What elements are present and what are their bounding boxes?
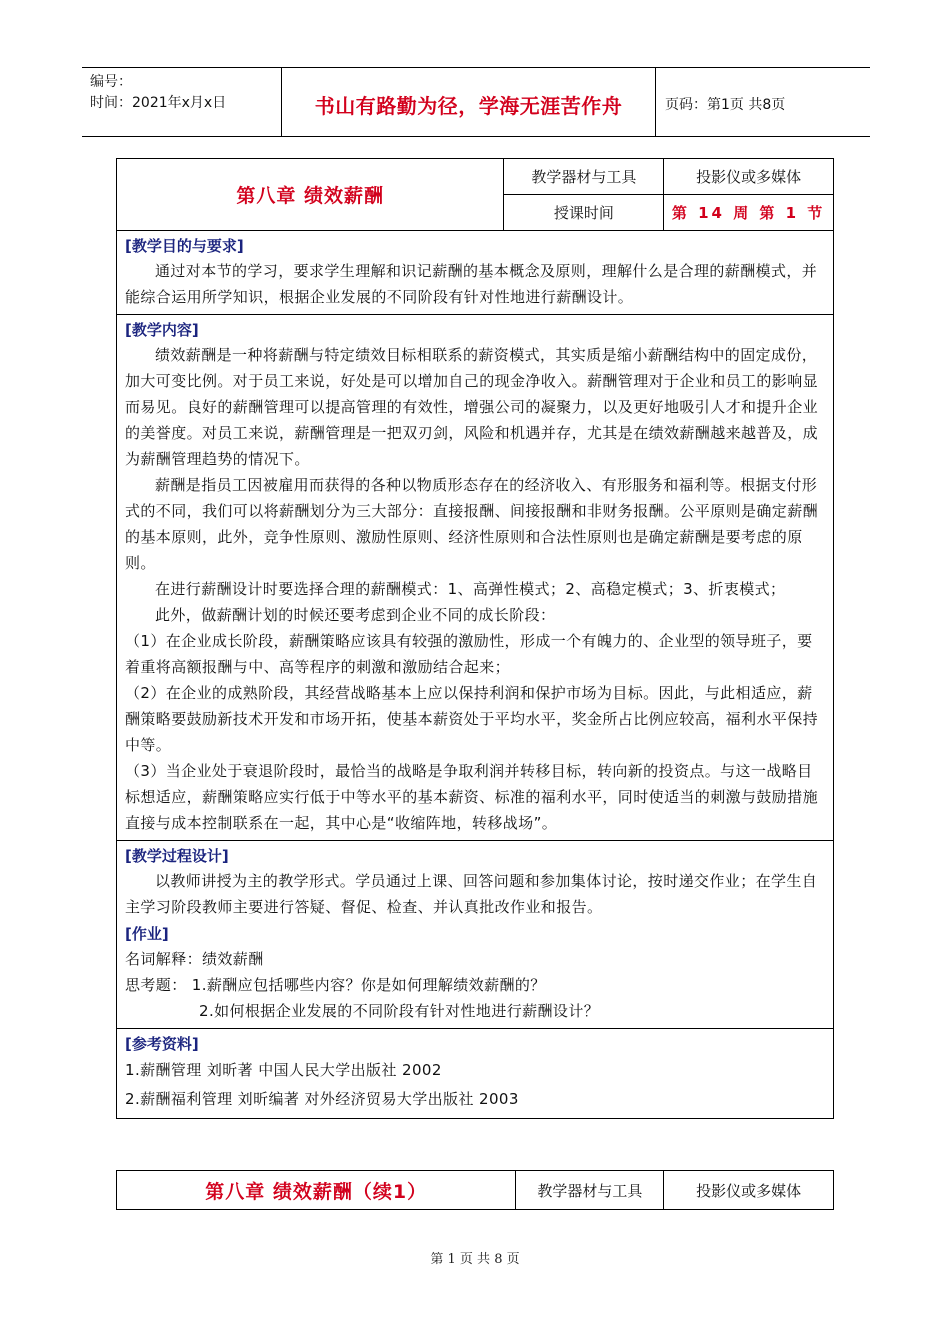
header-page-info: 页码：第1页 共8页 [665, 97, 786, 113]
objectives-section [117, 231, 834, 315]
content-heading: [教学内容] [125, 321, 199, 339]
objectives-text: 通过对本节的学习，要求学生理解和识记薪酬的基本概念及原则，理解什么是合理的薪酬模式，并能综合运用所学知识，根据企业发展的不同阶段有针对性地进行薪酬设计。 [125, 262, 818, 306]
process-heading: [教学过程设计] [125, 847, 229, 865]
references-section [117, 1029, 834, 1119]
content-paragraph: 在进行薪酬设计时要选择合理的薪酬模式：1、高弹性模式；2、高稳定模式；3、折衷模式； [155, 580, 786, 598]
stage-item: （2）在企业的成熟阶段，其经营战略基本上应以保持利润和保护市场为目标。因此，与此相适应，薪酬策略要鼓励新技术开发和市场开拓，使基本薪资处于平均水平，奖金所占比例应较高，福利水平保持中等。 [125, 684, 819, 754]
continued-equipment-label: 教学器材与工具 [516, 1171, 664, 1210]
equipment-value: 投影仪或多媒体 [664, 159, 834, 195]
chapter-title: 第八章 绩效薪酬 [117, 159, 504, 231]
references-heading: [参考资料] [125, 1035, 199, 1053]
content-section [117, 315, 834, 841]
process-section [117, 841, 834, 1029]
homework-term: 名词解释：绩效薪酬 [125, 950, 264, 968]
equipment-label: 教学器材与工具 [504, 159, 664, 195]
process-text: 以教师讲授为主的教学形式。学员通过上课、回答问题和参加集体讨论，按时递交作业；在学生自主学习阶段教师主要进行答疑、督促、检查、并认真批改作业和报告。 [125, 872, 818, 916]
class-time-value: 第 14 周 第 1 节 [664, 195, 834, 231]
header-left-block [90, 72, 226, 114]
reference-item: 1.薪酬管理 刘昕著 中国人民大学出版社 2002 [125, 1061, 442, 1079]
class-time-label: 授课时间 [504, 195, 664, 231]
homework-question: 思考题： 1.薪酬应包括哪些内容？你是如何理解绩效薪酬的？ [125, 976, 546, 994]
homework-heading: [作业] [125, 925, 169, 943]
header-divider [655, 68, 656, 136]
reference-item: 2.薪酬福利管理 刘昕编著 对外经济贸易大学出版社 2003 [125, 1090, 519, 1108]
page-header [82, 67, 870, 137]
homework-question: 2.如何根据企业发展的不同阶段有针对性地进行薪酬设计？ [199, 1002, 600, 1020]
objectives-heading: [教学目的与要求] [125, 237, 244, 255]
document-time-label: 时间：2021年x月x日 [90, 95, 227, 111]
continued-equipment-value: 投影仪或多媒体 [664, 1171, 834, 1210]
header-motto: 书山有路勤为径，学海无涯苦作舟 [314, 94, 623, 118]
continued-chapter-title: 第八章 绩效薪酬（续1） [117, 1171, 516, 1210]
page-footer: 第 1 页 共 8 页 [430, 1252, 520, 1267]
content-paragraph: 薪酬是指员工因被雇用而获得的各种以物质形态存在的经济收入、有形服务和福利等。根据支付形式的不同，我们可以将薪酬划分为三大部分：直接报酬、间接报酬和非财务报酬。公平原则是确定薪酬的基本原则，此外，竞争性原则、激励性原则、经济性原则和合法性原则也是确定薪酬是要考虑的原则。 [125, 476, 819, 572]
content-paragraph: 此外，做薪酬计划的时候还要考虑到企业不同的成长阶段： [155, 606, 556, 624]
stage-item: （3）当企业处于衰退阶段时，最恰当的战略是争取利润并转移目标，转向新的投资点。与这一战略目标想适应，薪酬策略应实行低于中等水平的基本薪资、标准的福利水平，同时使适当的刺激与鼓励措施直接与成本控制联系在一起，其中心是“收缩阵地，转移战场”。 [125, 762, 819, 832]
stage-item: （1）在企业成长阶段，薪酬策略应该具有较强的激励性，形成一个有魄力的、企业型的领导班子，要着重将高额报酬与中、高等程序的刺激和激励结合起来； [125, 632, 813, 676]
document-number-label: 编号： [90, 74, 132, 90]
lesson-plan-table [116, 158, 834, 1119]
continued-lesson-table [116, 1170, 834, 1210]
content-paragraph: 绩效薪酬是一种将薪酬与特定绩效目标相联系的薪资模式，其实质是缩小薪酬结构中的固定成份，加大可变比例。对于员工来说，好处是可以增加自己的现金净收入。薪酬管理对于企业和员工的影响显而易见。良好的薪酬管理可以提高管理的有效性，增强公司的凝聚力，以及更好地吸引人才和提升企业的美誉度。对员工来说，薪酬管理是一把双刃剑，风险和机遇并存，尤其是在绩效薪酬越来越普及，成为薪酬管理趋势的情况下。 [125, 346, 819, 468]
